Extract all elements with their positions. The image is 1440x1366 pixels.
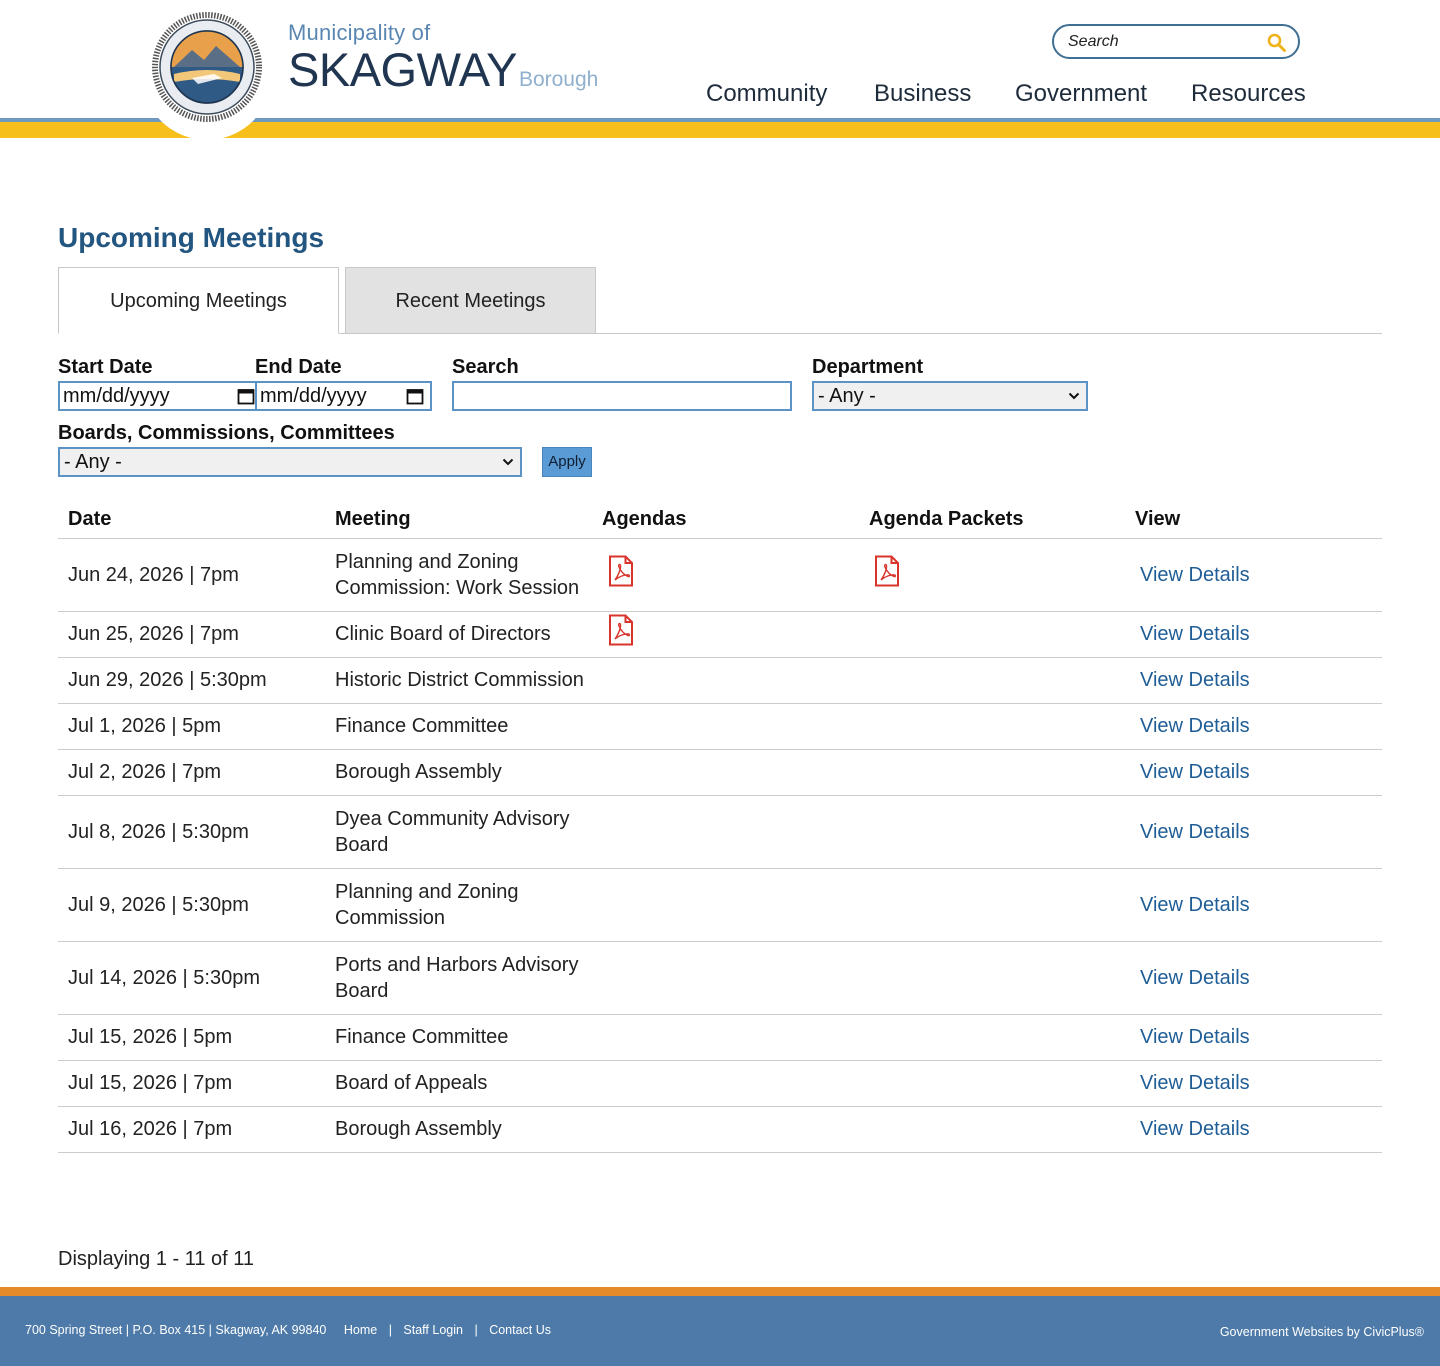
meeting-date: Jun 25, 2026 | 7pm [68,623,239,645]
view-details-link[interactable]: View Details [1140,563,1250,586]
nav-government[interactable]: Government [1015,80,1148,107]
meeting-name: Finance Committee [335,1026,509,1048]
col-header-view: View [1135,508,1181,530]
footer-address: 700 Spring Street | P.O. Box 415 | Skagway, AK 99840 [25,1323,327,1337]
end-date-field[interactable] [255,381,432,411]
end-date-label: End Date [255,356,342,378]
meeting-name: Clinic Board of Directors [335,623,551,645]
search-icon[interactable] [1266,32,1288,54]
chevron-down-icon [502,457,514,467]
row-divider [58,868,1382,869]
meeting-name: Planning and Zoning Commission [335,880,519,929]
footer-left [25,1323,551,1337]
footer-link-home[interactable]: Home [343,1323,378,1337]
footer-separator: | [474,1323,478,1337]
col-header-meeting: Meeting [335,508,411,530]
agenda-pdf-icon[interactable] [607,614,635,646]
site-search-input[interactable] [1068,31,1258,53]
view-details-link[interactable]: View Details [1140,1026,1250,1048]
col-header-agenda-packets: Agenda Packets [869,508,1024,530]
agenda-packet-pdf-icon[interactable] [873,555,901,587]
borough-seal-icon[interactable] [152,12,262,122]
col-header-agendas: Agendas [602,508,687,530]
boards-select[interactable] [58,447,522,477]
meeting-name: Board of Appeals [335,1072,488,1094]
view-details-link[interactable]: View Details [1140,893,1250,916]
start-date-field[interactable] [58,381,263,411]
start-date-label: Start Date [58,356,153,378]
row-divider [58,538,1382,539]
table-row [58,795,1382,868]
table-row [58,868,1382,941]
table-row [58,1106,1382,1152]
view-details-link[interactable]: View Details [1140,669,1250,691]
meeting-date: Jul 14, 2026 | 5:30pm [68,966,260,989]
boards-selected: - Any - [64,451,122,473]
boards-label: Boards, Commissions, Committees [58,422,395,444]
meeting-name: Historic District Commission [335,669,584,691]
table-row [58,611,1382,657]
end-date-value: mm/dd/yyyy [260,385,367,407]
footer-stripe [0,1287,1440,1296]
view-details-link[interactable]: View Details [1140,761,1250,783]
col-header-date: Date [68,508,112,530]
nav-business[interactable]: Business [874,80,972,107]
meeting-date: Jun 29, 2026 | 5:30pm [68,669,267,691]
calendar-icon[interactable] [237,387,255,405]
row-divider [58,657,1382,658]
site-header [0,0,1440,140]
meeting-date: Jul 2, 2026 | 7pm [68,761,222,783]
department-selected: - Any - [818,385,876,407]
meeting-name: Ports and Harbors Advisory Board [335,953,579,1002]
meeting-search-input[interactable] [452,381,792,411]
table-row [58,1014,1382,1060]
logo-borough-text: Borough [518,68,599,91]
tab-recent-meetings[interactable]: Recent Meetings [345,267,596,334]
row-divider [58,941,1382,942]
row-divider [58,703,1382,704]
tab-upcoming-meetings[interactable]: Upcoming Meetings [58,267,339,334]
logo-main [288,42,598,97]
row-divider [58,795,1382,796]
footer-link-contact-us[interactable]: Contact Us [489,1323,552,1337]
view-details-link[interactable]: View Details [1140,715,1250,737]
nav-community[interactable]: Community [706,80,828,107]
view-details-link[interactable]: View Details [1140,1118,1250,1140]
view-details-link[interactable]: View Details [1140,623,1250,645]
logo-skagway-text: SKAGWAY [288,43,517,96]
start-date-value: mm/dd/yyyy [63,385,170,407]
row-divider [58,1152,1382,1153]
meeting-date: Jul 9, 2026 | 5:30pm [68,893,249,916]
row-divider [58,1060,1382,1061]
meeting-name: Borough Assembly [335,761,502,783]
meeting-date: Jul 15, 2026 | 5pm [68,1026,233,1048]
meeting-date: Jul 15, 2026 | 7pm [68,1072,233,1094]
nav-resources[interactable]: Resources [1191,80,1306,107]
site-search [1052,24,1300,59]
search-label: Search [452,356,519,378]
table-row [58,1060,1382,1106]
view-details-link[interactable]: View Details [1140,1072,1250,1094]
apply-button[interactable]: Apply [542,447,592,477]
row-divider [58,749,1382,750]
footer-credit-link[interactable]: Government Websites by CivicPlus® [1219,1325,1424,1339]
meeting-date: Jul 8, 2026 | 5:30pm [68,820,249,843]
logo-municipality-text: Municipality of [288,20,431,45]
meeting-name: Dyea Community Advisory Board [335,807,570,856]
meeting-date: Jul 1, 2026 | 5pm [68,715,222,737]
meeting-name: Borough Assembly [335,1118,502,1140]
meeting-name: Finance Committee [335,715,509,737]
view-details-link[interactable]: View Details [1140,820,1250,843]
department-label: Department [812,356,924,378]
chevron-down-icon [1068,391,1080,401]
meeting-date: Jun 24, 2026 | 7pm [68,563,239,586]
footer-separator: | [388,1323,392,1337]
table-row [58,941,1382,1014]
row-divider [58,1106,1382,1107]
site-footer [0,1296,1440,1366]
row-divider [58,611,1382,612]
table-row [58,749,1382,795]
meeting-date: Jul 16, 2026 | 7pm [68,1118,233,1140]
calendar-icon[interactable] [406,387,424,405]
page-title: Upcoming Meetings [58,222,325,253]
agenda-pdf-icon[interactable] [607,555,635,587]
view-details-link[interactable]: View Details [1140,966,1250,989]
displaying-count: Displaying 1 - 11 of 11 [58,1248,255,1270]
table-row [58,657,1382,703]
meeting-name: Planning and Zoning Commission: Work Session [335,550,580,599]
row-divider [58,1014,1382,1015]
department-select[interactable] [812,381,1088,411]
table-row [58,703,1382,749]
footer-link-staff-login[interactable]: Staff Login [403,1323,463,1337]
table-row [58,538,1382,611]
site-logo[interactable] [288,20,599,96]
